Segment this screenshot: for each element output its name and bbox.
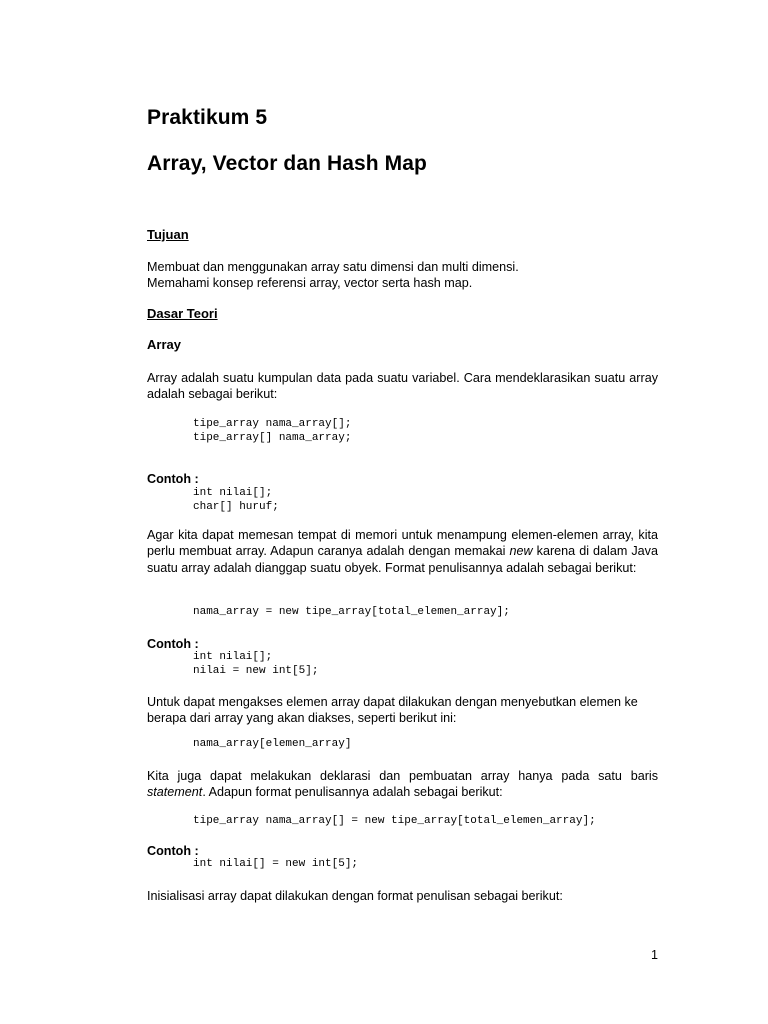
paragraph-single-statement [147, 768, 658, 801]
tujuan-line: Membuat dan menggunakan array satu dimensi dan multi dimensi. [147, 260, 519, 274]
code-line: char[] huruf; [193, 500, 279, 513]
code-block-contoh-1 [193, 487, 653, 514]
code-block-contoh-2 [193, 651, 653, 678]
tujuan-line: Memahami konsep referensi array, vector serta hash map. [147, 276, 473, 291]
paragraph-initialization: Inisialisasi array dapat dilakukan dengan format penulisan sebagai berikut: [147, 889, 563, 903]
code-block-access: nama_array[elemen_array] [193, 738, 352, 750]
tujuan-list [147, 259, 658, 292]
document-title: Praktikum 5 [147, 106, 268, 129]
contoh-label: Contoh : [147, 637, 199, 651]
contoh-label: Contoh : [147, 472, 199, 486]
italic-keyword: new [509, 544, 533, 559]
code-line: int nilai[]; [193, 487, 273, 499]
paragraph-array-new [147, 527, 658, 576]
paragraph-text: . Adapun format penulisannya adalah sebagai berikut: [202, 785, 503, 800]
contoh-label: Contoh : [147, 844, 199, 858]
array-heading: Array [147, 337, 181, 352]
document-subtitle: Array, Vector dan Hash Map [147, 152, 427, 175]
paragraph-array-definition: Array adalah suatu kumpulan data pada suatu variabel. Cara mendeklarasikan suatu array adalah sebagai berikut: [147, 371, 658, 402]
code-line: tipe_array[] nama_array; [193, 431, 352, 444]
code-line: nilai = new int[5]; [193, 664, 319, 677]
paragraph-text: karena di dalam Java suatu array adalah dianggap suatu obyek. Format penulisannya adalah sebagai berikut: [147, 544, 658, 575]
code-block-new-array: nama_array = new tipe_array[total_elemen_array]; [193, 606, 510, 618]
code-line: tipe_array nama_array[]; [193, 418, 352, 430]
code-block-declaration [193, 418, 653, 445]
code-block-contoh-3: int nilai[] = new int[5]; [193, 858, 359, 870]
paragraph-text: Agar kita dapat memesan tempat di memori untuk menampung elemen-elemen array, kita perlu membuat array. Adapun caranya adalah dengan memakai [147, 528, 658, 559]
paragraph-text: Kita juga dapat melakukan deklarasi dan pembuatan array hanya pada satu baris [147, 769, 658, 783]
tujuan-heading: Tujuan [147, 227, 189, 242]
code-block-single-statement: tipe_array nama_array[] = new tipe_array[total_elemen_array]; [193, 815, 596, 827]
paragraph-access-element: Untuk dapat mengakses elemen array dapat dilakukan dengan menyebutkan elemen ke berapa dari array yang akan diakses, seperti berikut ini: [147, 695, 638, 726]
page-number: 1 [651, 948, 659, 962]
dasar-teori-heading: Dasar Teori [147, 306, 218, 321]
code-line: int nilai[]; [193, 651, 273, 663]
italic-keyword: statement [147, 785, 203, 800]
